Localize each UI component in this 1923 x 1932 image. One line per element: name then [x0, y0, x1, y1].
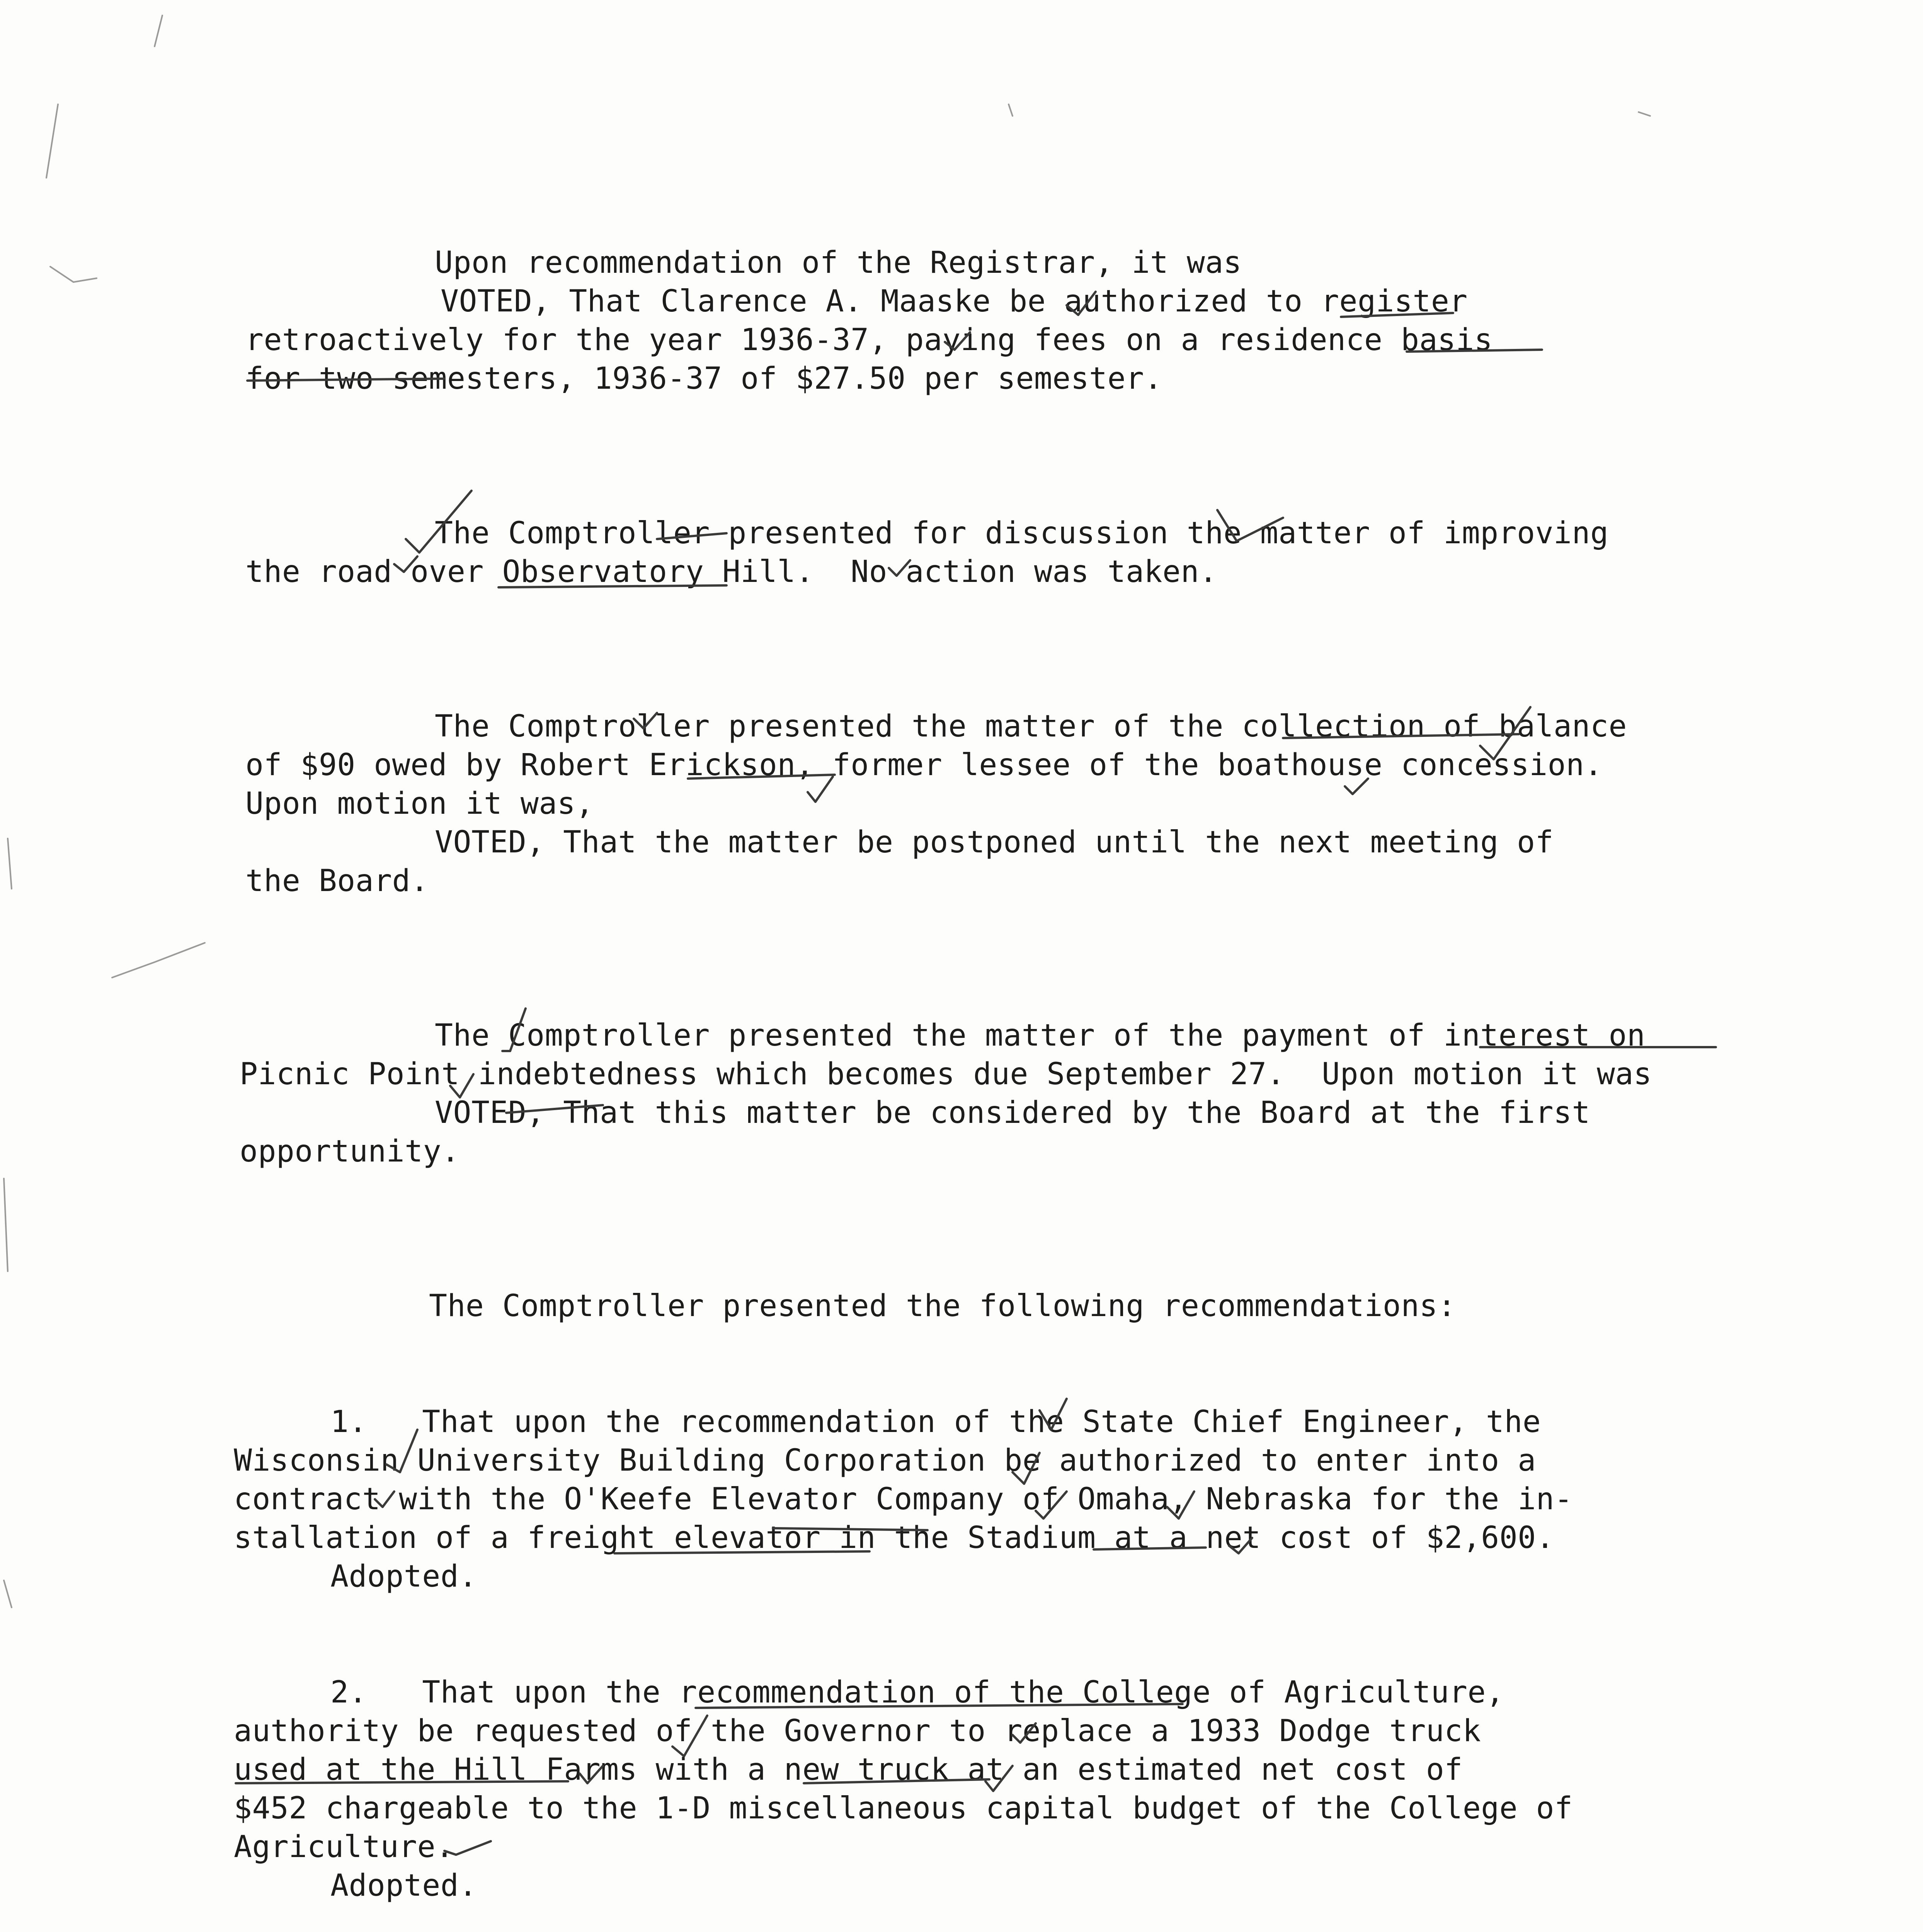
- text-line: Adopted.: [330, 1868, 477, 1903]
- text-line: The Comptroller presented for discussion the matter of improving: [435, 516, 1609, 551]
- margin-mark: [112, 943, 205, 978]
- text-line: The Comptroller presented the following recommendations:: [429, 1289, 1456, 1323]
- text-line: VOTED, That Clarence A. Maaske be authorized to register: [441, 284, 1468, 319]
- text-line: Picnic Point indebtedness which becomes due September 27. Upon motion it was: [240, 1057, 1652, 1092]
- text-line: Upon motion it was,: [245, 786, 594, 821]
- text-line: contract with the O'Keefe Elevator Company of Omaha, Nebraska for the in-: [234, 1482, 1573, 1517]
- text-line: stallation of a freight elevator in the Stadium at a net cost of $2,600.: [234, 1520, 1555, 1555]
- text-line: the road over Observatory Hill. No action was taken.: [245, 554, 1218, 589]
- text-line: of $90 owed by Robert Erickson, former lessee of the boathouse concession.: [245, 748, 1603, 782]
- text-line: Wisconsin University Building Corporation be authorized to enter into a: [234, 1443, 1536, 1478]
- text-line: The Comptroller presented the matter of the collection of balance: [435, 709, 1627, 744]
- text-line: Upon recommendation of the Registrar, it was: [435, 245, 1242, 280]
- margin-mark: [46, 104, 58, 178]
- text-line: Agriculture.: [234, 1830, 454, 1864]
- margin-mark: [4, 1580, 12, 1607]
- text-line: the Board.: [245, 864, 429, 898]
- text-line: retroactively for the year 1936-37, paying fees on a residence basis: [245, 323, 1493, 357]
- margin-mark: [4, 1179, 8, 1271]
- margin-mark: [1639, 112, 1650, 116]
- text-line: VOTED, That the matter be postponed until the next meeting of: [435, 825, 1554, 860]
- text-line: for two semesters, 1936-37 of $27.50 per semester.: [245, 361, 1162, 396]
- margin-mark: [50, 267, 97, 282]
- text-line: 2. That upon the recommendation of the College of Agriculture,: [330, 1675, 1504, 1710]
- text-line: 1. That upon the recommendation of the State Chief Engineer, the: [330, 1405, 1541, 1439]
- text-line: used at the Hill Farms with a new truck at an estimated net cost of: [234, 1752, 1463, 1787]
- text-line: authority be requested of the Governor to replace a 1933 Dodge truck: [234, 1714, 1481, 1748]
- text-line: VOTED, That this matter be considered by the Board at the first: [435, 1095, 1590, 1130]
- margin-mark: [1009, 104, 1013, 116]
- margin-mark: [155, 15, 162, 46]
- text-line: The Comptroller presented the matter of the payment of interest on: [435, 1018, 1646, 1053]
- margin-mark: [8, 838, 12, 889]
- text-line: $452 chargeable to the 1-D miscellaneous capital budget of the College of: [234, 1791, 1573, 1826]
- text-line: opportunity.: [240, 1134, 460, 1169]
- text-line: Adopted.: [330, 1559, 477, 1594]
